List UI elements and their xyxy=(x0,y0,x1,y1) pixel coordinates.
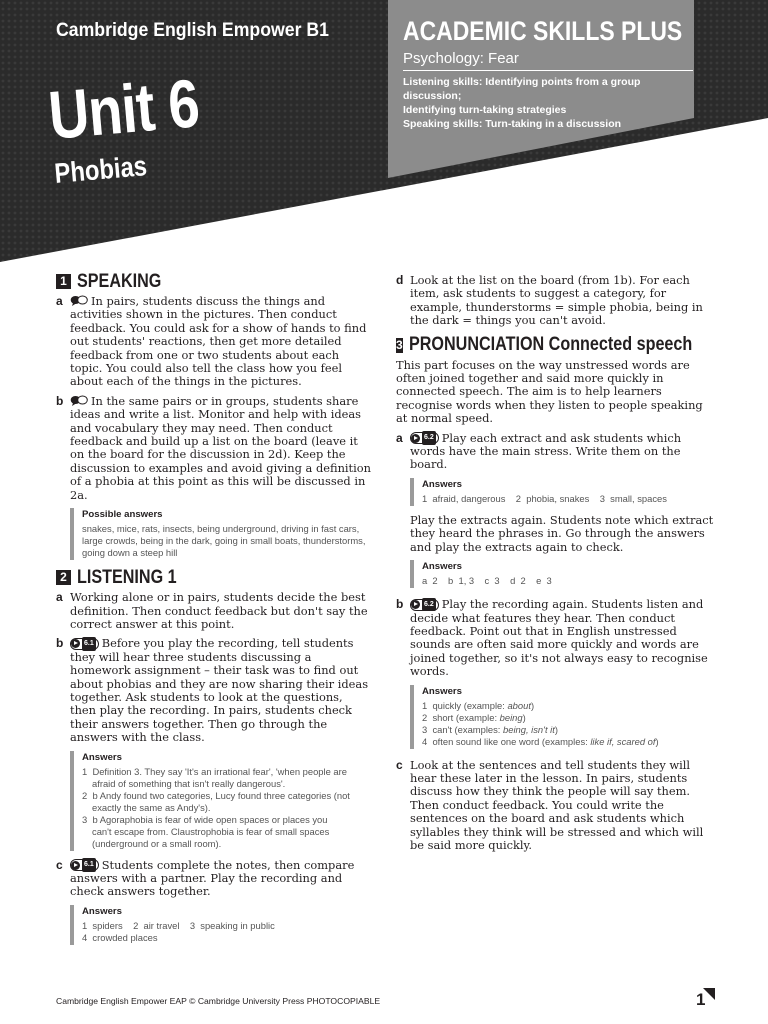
section-heading xyxy=(56,270,372,292)
audio-track: 6.1 xyxy=(82,637,96,650)
audio-track: 6.2 xyxy=(422,598,436,611)
answer-box xyxy=(410,478,714,506)
item-letter: b xyxy=(56,636,64,651)
speaking-icon xyxy=(70,295,88,306)
answer-number: 3 xyxy=(82,813,88,825)
answer-number: 2 xyxy=(422,711,428,723)
item-text: Play the extracts again. Students note which extract they heard the phrases in. Go through the answers and play the extracts again to check. xyxy=(410,512,714,554)
answer-line xyxy=(422,712,714,724)
corner-mark-icon xyxy=(703,988,715,1000)
answer-text: short (example: xyxy=(432,711,500,723)
item-letter: a xyxy=(396,430,403,445)
answer-line xyxy=(82,766,372,778)
answer-line xyxy=(82,814,372,826)
exercise-item xyxy=(56,637,372,744)
answer-number: 2 xyxy=(82,789,88,801)
item-letter: a xyxy=(56,294,63,308)
answer-text: ) xyxy=(522,711,526,723)
answer-text: quickly (example: xyxy=(432,699,508,711)
page-number: 1 xyxy=(696,990,706,1009)
answer-example: being, isn't it xyxy=(503,723,555,735)
answer-number: 3 xyxy=(422,723,428,735)
exercise-item xyxy=(396,598,714,678)
answer-text: ) xyxy=(530,699,535,711)
answer-line xyxy=(422,724,714,736)
answer-text: can't (examples: xyxy=(432,723,504,735)
answer-text: Definition 3. They say 'It's an irrational fear', 'when people are xyxy=(92,765,347,777)
answer-line: 1 afraid, dangerous 2 phobia, snakes 3 small, spaces xyxy=(422,492,667,504)
answer-text: b Andy found two categories, Lucy found three categories (not xyxy=(92,789,350,801)
answer-number: 1 xyxy=(82,765,88,777)
unit-number: Unit 6 xyxy=(45,65,202,154)
answer-text: ) xyxy=(655,735,659,747)
audio-track: 6.2 xyxy=(422,431,436,444)
item-letter: b xyxy=(56,393,64,408)
answer-example: about xyxy=(507,699,531,711)
play-icon xyxy=(71,861,80,870)
asp-skill-line: Identifying turn-taking strategies xyxy=(403,104,567,116)
play-icon xyxy=(411,600,420,609)
section-title: LISTENING 1 xyxy=(77,566,177,588)
answer-box-title: Answers xyxy=(422,685,462,697)
footer-copyright: Cambridge English Empower EAP © Cambridge University Press PHOTOCOPIABLE xyxy=(56,996,381,1006)
answer-line: exactly the same as Andy's). xyxy=(92,801,211,813)
exercise-item xyxy=(56,395,372,502)
exercise-item xyxy=(396,432,714,472)
answer-text: often sound like one word (examples: xyxy=(432,735,591,747)
answer-line: a 2 b 1, 3 c 3 d 2 e 3 xyxy=(422,575,552,587)
exercise-item xyxy=(396,759,714,853)
answer-line xyxy=(82,790,372,802)
answer-line: afraid of something that isn't really dangerous'. xyxy=(92,777,286,789)
course-title: Cambridge English Empower B1 xyxy=(56,20,329,41)
asp-skill-line: Listening skills: Identifying points from a group discussion; xyxy=(403,76,641,102)
audio-icon[interactable] xyxy=(410,432,439,444)
section-title: SPEAKING xyxy=(77,270,162,292)
answer-text: b Agoraphobia is fear of wide open spaces or places you xyxy=(92,813,328,825)
answer-box xyxy=(70,751,372,851)
answer-text: ) xyxy=(554,723,558,735)
item-text: Students complete the notes, then compare answers with a partner. Play the recording and check answers together. xyxy=(70,857,355,899)
asp-title: ACADEMIC SKILLS PLUS xyxy=(403,16,683,46)
right-column xyxy=(396,274,714,858)
section-number: 1 xyxy=(56,274,71,289)
answer-line: 1 spiders 2 air travel 3 speaking in public xyxy=(82,919,275,931)
item-letter: c xyxy=(396,757,403,772)
item-text: In pairs, students discuss the things and activities shown in the pictures. Then conduct feedback. You could ask for a show of hands to find out students' reactions, then get more detailed feedback from one or two students about each topic. You could also tell the class how you feel about each of the things in the pictures. xyxy=(70,294,367,389)
left-column xyxy=(56,270,372,953)
item-text: Play each extract and ask students which words have the main stress. Write them on the board. xyxy=(410,430,682,472)
section-number: 2 xyxy=(56,570,71,585)
item-text: Look at the list on the board (from 1b). For each item, ask students to suggest a category, for example, thunderstorms = simple phobia, being in the dark = things you can't avoid. xyxy=(410,273,703,328)
audio-icon[interactable] xyxy=(70,859,99,871)
answer-line xyxy=(422,736,714,748)
answer-example: being xyxy=(499,711,523,723)
answer-box-title: Answers xyxy=(82,905,122,917)
answer-box xyxy=(70,905,372,945)
exercise-item xyxy=(56,859,372,899)
answer-box xyxy=(70,508,372,560)
audio-icon[interactable] xyxy=(410,599,439,611)
answer-line xyxy=(422,700,714,712)
item-text: Before you play the recording, tell students they will hear three students discussing a homework assignment – their task was to find out about phobias and they are now sharing their ideas together. Ask students to look at the questions, then play the recording. In pairs, students check their answers together. Then go through the answers with the class. xyxy=(70,636,369,745)
item-letter: c xyxy=(56,857,63,872)
section-heading xyxy=(56,566,372,588)
item-letter: a xyxy=(56,590,63,605)
answer-box-title: Answers xyxy=(82,751,122,763)
item-text: Play the recording again. Students listen and decide what features they hear. Then conduct feedback. Point out that in English unstressed sounds are often said more quickly and words are joined together, so it's not always easy to recognise words. xyxy=(410,597,708,679)
answer-box-title: Answers xyxy=(422,478,462,490)
answer-box-title: Possible answers xyxy=(82,509,163,521)
exercise-item xyxy=(396,274,714,328)
speaking-icon xyxy=(70,395,88,406)
section-heading xyxy=(396,334,714,356)
answer-box xyxy=(410,685,714,749)
answer-box-text: snakes, mice, rats, insects, being underground, driving in fast cars, large crowds, being in the dark, going in small boats, thunderstorms, going down a steep hill xyxy=(82,523,366,559)
audio-icon[interactable] xyxy=(70,638,99,650)
audio-track: 6.1 xyxy=(82,858,96,871)
unit-topic: Phobias xyxy=(53,150,149,190)
play-icon xyxy=(411,434,420,443)
answer-line: can't escape from. Claustrophobia is fear of small spaces (underground or a small room). xyxy=(92,825,330,849)
item-text: Working alone or in pairs, students decide the best definition. Then conduct feedback but don't say the correct answer at this point. xyxy=(70,590,368,631)
answer-line: 4 crowded places xyxy=(82,931,158,943)
answer-box-title: Answers xyxy=(422,561,462,573)
academic-skills-panel xyxy=(403,16,693,131)
answer-number: 4 xyxy=(422,735,428,747)
answer-example: like if, scared of xyxy=(590,735,656,747)
answer-box xyxy=(410,560,714,588)
section-intro: This part focuses on the way unstressed words are often joined together and said more quickly in connected speech. The aim is to help learners recognise words when they listen to people speaking at normal speed. xyxy=(396,357,703,426)
asp-subtitle: Psychology: Fear xyxy=(403,50,693,71)
asp-skill-line: Speaking skills: Turn-taking in a discussion xyxy=(403,118,622,130)
item-letter: b xyxy=(396,597,404,612)
unit-header xyxy=(0,0,768,262)
item-text: In the same pairs or in groups, students share ideas and write a list. Monitor and help with ideas and vocabulary they may need. Then conduct feedback and build up a list on the board (leave it on the board for the discussion in 2d). Keep the discussion to examples and avoid giving a definition of a phobia at this point as this will be discussed in 2a. xyxy=(70,393,371,502)
answer-number: 1 xyxy=(422,699,428,711)
item-text: Look at the sentences and tell students they will hear these later in the lesson. In pairs, students discuss how they think the people will say them. Then conduct feedback. You could write the sentences on the board and ask students which syllables they think will be stressed and which will be said more quickly. xyxy=(410,757,704,852)
section-title: PRONUNCIATION Connected speech xyxy=(408,334,692,356)
item-letter: d xyxy=(396,273,404,287)
exercise-item xyxy=(56,591,372,631)
play-icon xyxy=(71,639,80,648)
section-number: 3 xyxy=(396,337,403,352)
exercise-item xyxy=(56,295,372,389)
asp-skills xyxy=(403,75,693,131)
